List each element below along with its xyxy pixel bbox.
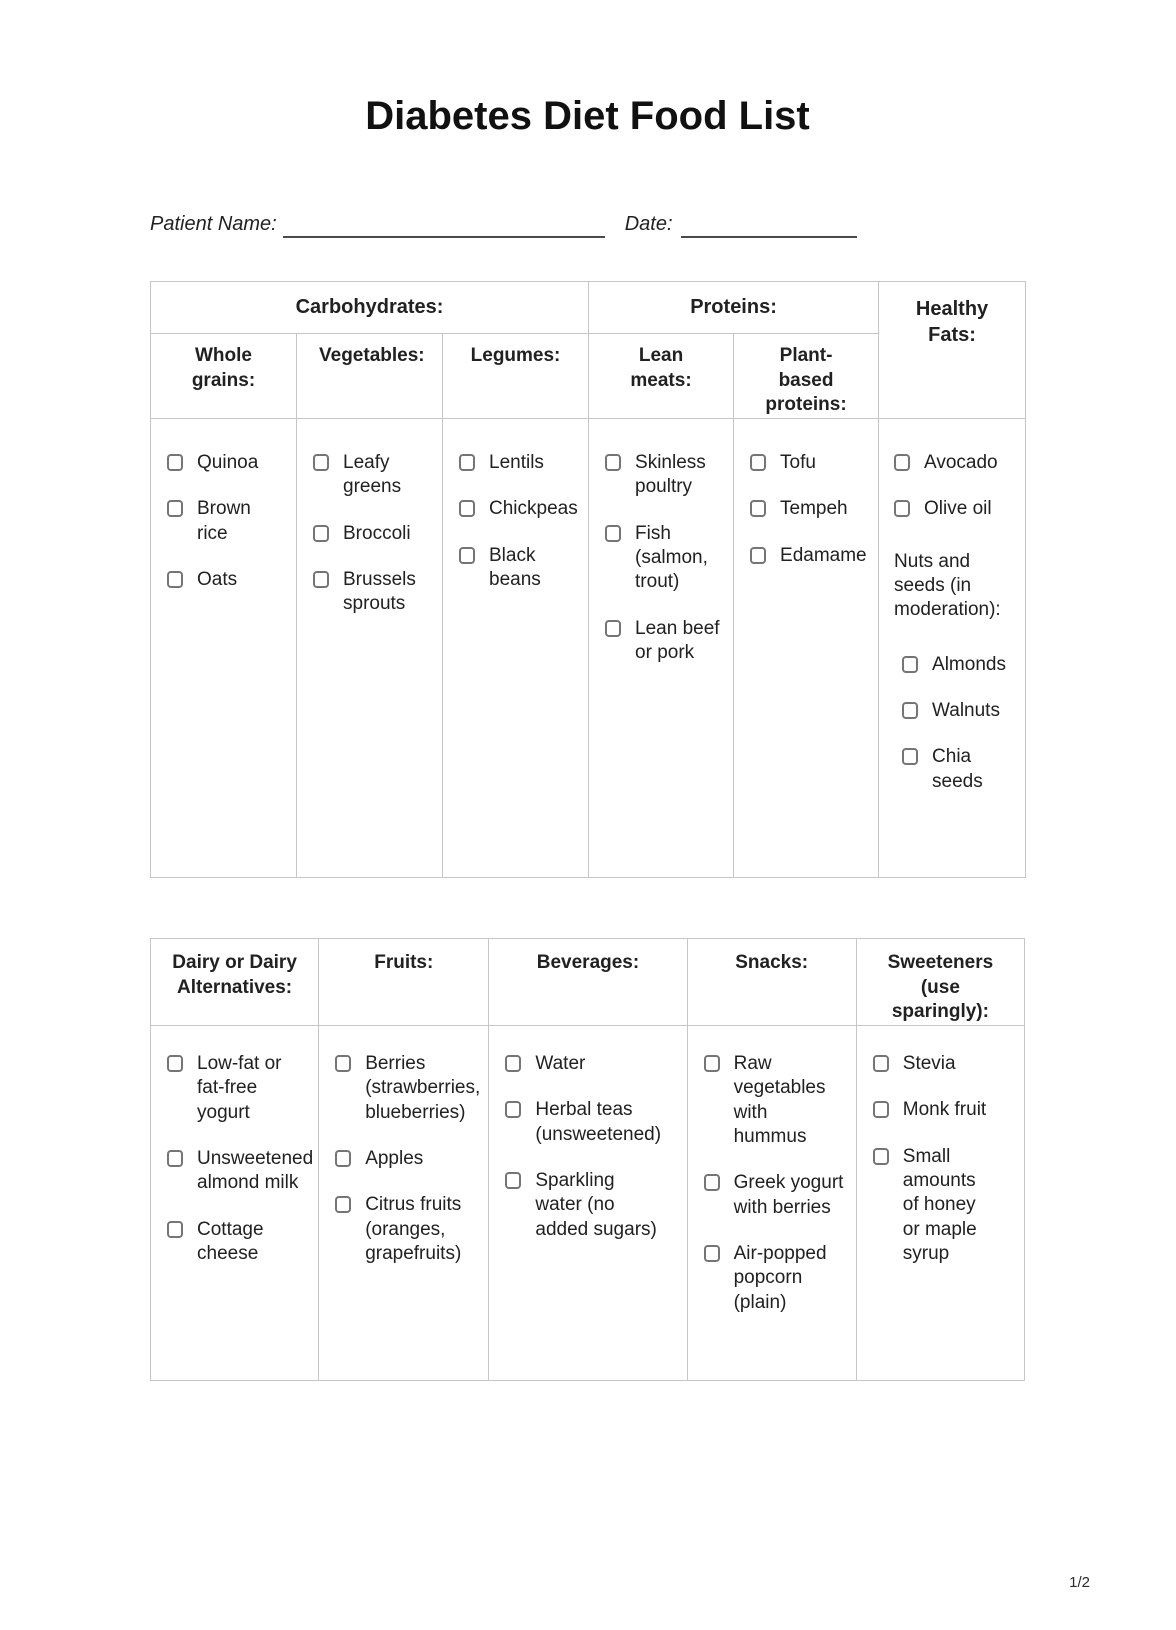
- checklist-item-label: Stevia: [902, 1053, 956, 1075]
- checklist-item: [335, 1147, 484, 1171]
- checklist-item-label: Herbal teas (unsweetened): [535, 1099, 662, 1145]
- patient-info-row: [150, 212, 1025, 238]
- checklist-item: [313, 522, 438, 546]
- checklist-item-label: Quinoa: [197, 452, 259, 474]
- checklist-item-label: Olive oil: [924, 498, 992, 520]
- checklist-item: [505, 1052, 682, 1076]
- checklist-item-label: Chia seeds: [932, 746, 983, 792]
- page-content: [150, 0, 1025, 1381]
- checkbox[interactable]: [505, 1055, 521, 1072]
- checklist-item: [167, 1147, 314, 1196]
- checklist-item: [505, 1169, 682, 1242]
- header-carbohydrates: Carbohydrates:: [151, 282, 589, 334]
- checklist-item: [459, 451, 584, 475]
- checklist-item-label: Berries (strawberries, blueberries): [365, 1053, 481, 1123]
- checklist-item-label: Raw vegetables with hummus: [733, 1053, 826, 1148]
- checklist-row: [151, 419, 1026, 878]
- checklist-item: [750, 497, 874, 521]
- checkbox[interactable]: [335, 1196, 351, 1213]
- checkbox[interactable]: [750, 454, 766, 471]
- header-row: [151, 939, 1025, 1026]
- checkbox[interactable]: [873, 1101, 889, 1118]
- checkbox[interactable]: [459, 454, 475, 471]
- checklist-item-label: Tempeh: [780, 498, 848, 520]
- checkbox[interactable]: [335, 1055, 351, 1072]
- cell-vegetables: [297, 419, 443, 878]
- food-table-main: [150, 281, 1026, 878]
- cell-healthy-fats: [879, 419, 1026, 878]
- checklist-item-label: Broccoli: [343, 522, 411, 544]
- group-header-row: [151, 282, 1026, 334]
- checklist-item: [167, 1218, 314, 1267]
- checklist-item-label: Unsweetened almond milk: [197, 1148, 314, 1194]
- cell-whole-grains: [151, 419, 297, 878]
- checkbox[interactable]: [873, 1148, 889, 1165]
- header-fruits: Fruits:: [319, 939, 489, 1026]
- cell-plant-proteins: [734, 419, 879, 878]
- checkbox[interactable]: [873, 1055, 889, 1072]
- header-legumes: Legumes:: [443, 334, 589, 419]
- checkbox[interactable]: [902, 656, 918, 673]
- checkbox[interactable]: [704, 1055, 720, 1072]
- checklist-item-label: Walnuts: [932, 699, 1000, 721]
- cell-lean-meats: [589, 419, 734, 878]
- checklist-item: [750, 544, 874, 568]
- nuts-seeds-subheading: Nuts and seeds (in moderation):: [894, 550, 1001, 621]
- checklist-item: [459, 497, 584, 521]
- header-proteins: Proteins:: [589, 282, 879, 334]
- checklist-item: [873, 1145, 1020, 1267]
- cell-dairy: [151, 1026, 319, 1381]
- checkbox[interactable]: [750, 547, 766, 564]
- checklist-item-label: Brussels sprouts: [343, 569, 416, 615]
- checkbox[interactable]: [704, 1174, 720, 1191]
- checkbox[interactable]: [459, 500, 475, 517]
- date-label: Date:: [624, 213, 673, 235]
- checklist-item: [704, 1052, 852, 1149]
- checklist-item: [873, 1052, 1020, 1076]
- checkbox[interactable]: [894, 500, 910, 517]
- checkbox[interactable]: [605, 620, 621, 637]
- checklist-item: [459, 544, 584, 593]
- checkbox[interactable]: [167, 1150, 183, 1167]
- checkbox[interactable]: [605, 454, 621, 471]
- date-line: [681, 212, 857, 238]
- checklist-item: [605, 451, 729, 500]
- checklist-item-label: Citrus fruits (oranges, grapefruits): [365, 1194, 462, 1264]
- checkbox[interactable]: [167, 1055, 183, 1072]
- checklist-row: [151, 1026, 1025, 1381]
- checkbox[interactable]: [313, 571, 329, 588]
- checklist-item-label: Skinless poultry: [635, 452, 706, 498]
- checkbox[interactable]: [167, 1221, 183, 1238]
- checklist-item: [704, 1171, 852, 1220]
- header-dairy: Dairy or Dairy Alternatives:: [151, 939, 319, 1026]
- checklist-item-label: Sparkling water (no added sugars): [535, 1170, 657, 1240]
- checklist-item: [902, 745, 1021, 794]
- checklist-item-label: Tofu: [780, 452, 816, 474]
- checklist-item: [894, 497, 1021, 521]
- checklist-item-label: Small amounts of honey or maple syrup: [902, 1145, 977, 1264]
- checklist-item: [335, 1052, 484, 1125]
- header-whole-grains: Whole grains:: [151, 334, 297, 419]
- page-number: 1/2: [1069, 1574, 1090, 1591]
- checklist-item-label: Oats: [197, 569, 238, 590]
- checklist-item: [605, 522, 729, 595]
- cell-fruits: [319, 1026, 489, 1381]
- checklist-item-label: Low-fat or fat-free yogurt: [197, 1053, 282, 1123]
- checklist-item: [313, 451, 438, 500]
- checkbox[interactable]: [605, 525, 621, 542]
- checkbox[interactable]: [167, 571, 183, 588]
- checkbox[interactable]: [894, 454, 910, 471]
- checklist-item-label: Chickpeas: [489, 498, 578, 520]
- checklist-item-label: Edamame: [780, 544, 867, 566]
- checklist-item: [335, 1193, 484, 1266]
- checkbox[interactable]: [167, 454, 183, 471]
- checklist-item: [873, 1098, 1020, 1122]
- page-title: Diabetes Diet Food List: [365, 94, 810, 138]
- checklist-item-label: Fish (salmon, trout): [635, 522, 708, 593]
- checkbox[interactable]: [459, 547, 475, 564]
- checklist-item: [605, 617, 729, 666]
- header-lean-meats: Lean meats:: [589, 334, 734, 419]
- checklist-item-label: Air-popped popcorn (plain): [733, 1243, 827, 1313]
- checklist-item-label: Avocado: [924, 452, 998, 474]
- header-vegetables: Vegetables:: [297, 334, 443, 419]
- checklist-item: [167, 451, 292, 475]
- checklist-item: [750, 451, 874, 475]
- header-plant-proteins: Plant-based proteins:: [734, 334, 879, 419]
- checkbox[interactable]: [313, 454, 329, 471]
- food-table-secondary: [150, 938, 1025, 1381]
- checklist-item-label: Lentils: [489, 452, 544, 474]
- checkbox[interactable]: [750, 500, 766, 517]
- cell-sweeteners: [856, 1026, 1024, 1381]
- checklist-item: [704, 1242, 852, 1315]
- checkbox[interactable]: [167, 500, 183, 517]
- cell-snacks: [687, 1026, 856, 1381]
- checklist-item: [894, 451, 1021, 475]
- checklist-item-label: Black beans: [489, 544, 541, 590]
- checklist-item: [167, 497, 292, 546]
- checklist-item-label: Brown rice: [197, 498, 251, 544]
- header-healthy-fats: Healthy Fats:: [879, 282, 1026, 419]
- checkbox[interactable]: [902, 702, 918, 719]
- checklist-item-label: Leafy greens: [343, 452, 402, 498]
- checklist-item: [167, 1052, 314, 1125]
- checklist-item-label: Almonds: [932, 653, 1006, 675]
- checkbox[interactable]: [505, 1172, 521, 1189]
- checklist-item-label: Water: [535, 1053, 586, 1075]
- healthy-fats-items: [894, 451, 1021, 522]
- checklist-item: [505, 1098, 682, 1147]
- checkbox[interactable]: [313, 525, 329, 542]
- header-snacks: Snacks:: [687, 939, 856, 1026]
- checklist-item: [902, 699, 1021, 723]
- checkbox[interactable]: [505, 1101, 521, 1118]
- header-sweeteners: Sweeteners (use sparingly):: [856, 939, 1024, 1026]
- cell-legumes: [443, 419, 589, 878]
- checklist-item: [167, 568, 292, 592]
- checkbox[interactable]: [704, 1245, 720, 1262]
- header-beverages: Beverages:: [489, 939, 687, 1026]
- checklist-item-label: Cottage cheese: [197, 1218, 264, 1264]
- checklist-item-label: Monk fruit: [902, 1099, 987, 1121]
- checklist-item-label: Greek yogurt with berries: [733, 1172, 844, 1218]
- cell-beverages: [489, 1026, 687, 1381]
- checklist-item: [902, 653, 1021, 677]
- checkbox[interactable]: [902, 748, 918, 765]
- checklist-item-label: Lean beef or pork: [635, 617, 720, 663]
- checklist-item: [313, 568, 438, 617]
- nuts-seeds-items: [894, 653, 1021, 794]
- patient-name-line: [283, 212, 605, 238]
- checkbox[interactable]: [335, 1150, 351, 1167]
- patient-name-label: Patient Name:: [150, 213, 277, 235]
- checklist-item-label: Apples: [365, 1148, 424, 1170]
